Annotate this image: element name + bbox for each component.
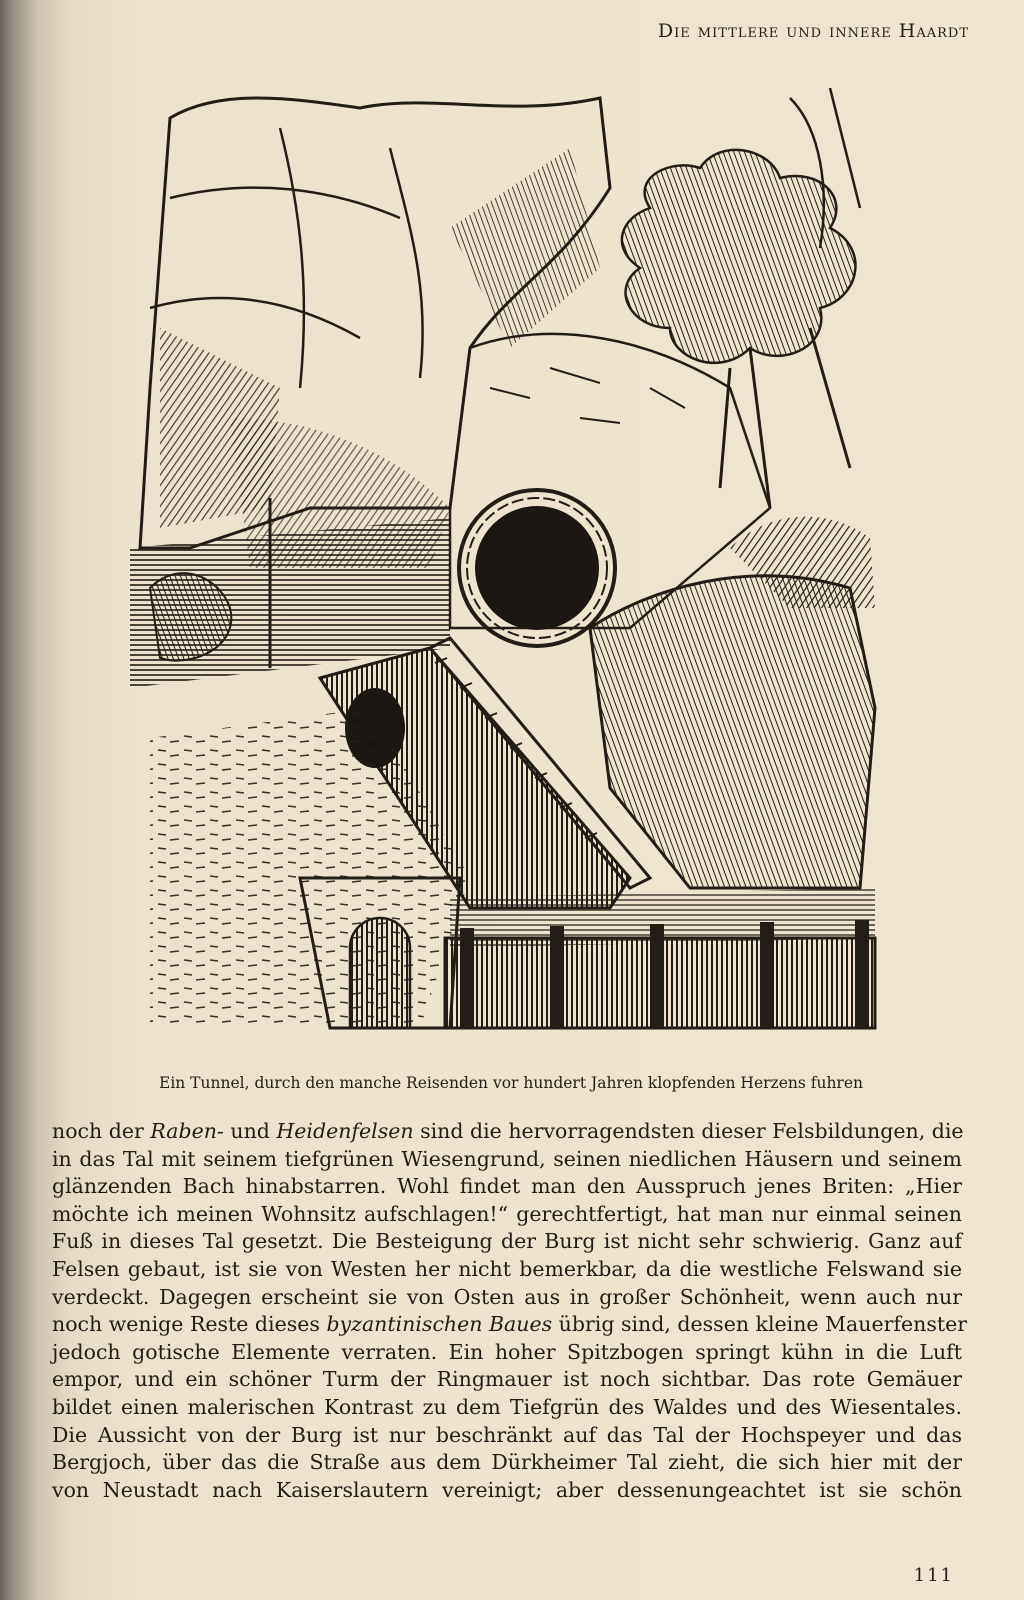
text-span: empor, und ein schöner Turm der Ringmauer ist noch sichtbar. Das rote Gemäuer (52, 1367, 962, 1392)
text-span: noch wenige Reste dieses (52, 1312, 327, 1337)
text-line (52, 1449, 962, 1477)
text-line (52, 1173, 962, 1201)
page-number: 111 (913, 1565, 954, 1586)
text-span: übrig sind, dessen kleine Mauerfenster (552, 1312, 968, 1337)
text-line (52, 1146, 962, 1174)
text-span: Bergjoch, über das die Straße aus dem Dürkheimer Tal zieht, die sich hier mit der (52, 1450, 962, 1475)
text-span: sind die hervorragendsten dieser Felsbildungen, die (413, 1119, 964, 1143)
text-span: Fuß in dieses Tal gesetzt. Die Besteigung der Burg ist nicht sehr schwierig. Ganz auf (52, 1229, 962, 1254)
text-line (52, 1394, 962, 1422)
illustration-caption: Ein Tunnel, durch den manche Reisenden vor hundert Jahren klopfenden Herzens fuhren (159, 1074, 863, 1092)
text-span: jedoch gotische Elemente verraten. Ein hoher Spitzbogen springt kühn in die Luft (52, 1339, 962, 1364)
italic-span: byzantinischen Baues (326, 1312, 553, 1337)
text-span: in das Tal mit seinem tiefgrünen Wiesengrund, seinen niedlichen Häusern und seinem (52, 1146, 962, 1171)
text-line (52, 1339, 962, 1367)
text-span: glänzenden Bach hinabstarren. Wohl findet man den Ausspruch jenes Briten: „Hier (52, 1174, 962, 1199)
text-span: möchte ich meinen Wohnsitz aufschlagen!“ gerechtfertigt, hat man nur einmal seinen (52, 1201, 962, 1226)
text-span: Die Aussicht von der Burg ist nur beschränkt auf das Tal der Hochspeyer und das (52, 1422, 962, 1447)
text-span: von Neustadt nach Kaiserslautern vereinigt; aber dessenungeachtet ist sie schön (52, 1477, 962, 1502)
italic-span: Heidenfelsen (276, 1119, 414, 1143)
text-line (52, 1118, 962, 1146)
text-line (52, 1366, 962, 1394)
text-span: noch der (52, 1119, 151, 1143)
text-span: Felsen gebaut, ist sie von Westen her nicht bemerkbar, da die westliche Felswand sie (52, 1256, 962, 1281)
text-span: verdeckt. Dagegen erscheint sie von Osten aus in großer Schönheit, wenn auch nur (52, 1284, 962, 1309)
running-head: Die mittlere und innere Haardt (657, 20, 969, 42)
text-line (52, 1228, 962, 1256)
body-paragraph (52, 1118, 968, 1504)
text-line (52, 1311, 968, 1339)
text-line (52, 1422, 962, 1450)
text-line (52, 1201, 962, 1229)
text-span: und (223, 1119, 277, 1143)
text-line (52, 1284, 962, 1312)
italic-span: Raben- (150, 1119, 224, 1143)
tunnel-illustration (130, 88, 900, 1053)
text-span: bildet einen malerischen Kontrast zu dem Tiefgrün des Waldes und des Wiesentales. (52, 1394, 962, 1419)
text-line (52, 1256, 962, 1284)
text-line (52, 1477, 962, 1505)
